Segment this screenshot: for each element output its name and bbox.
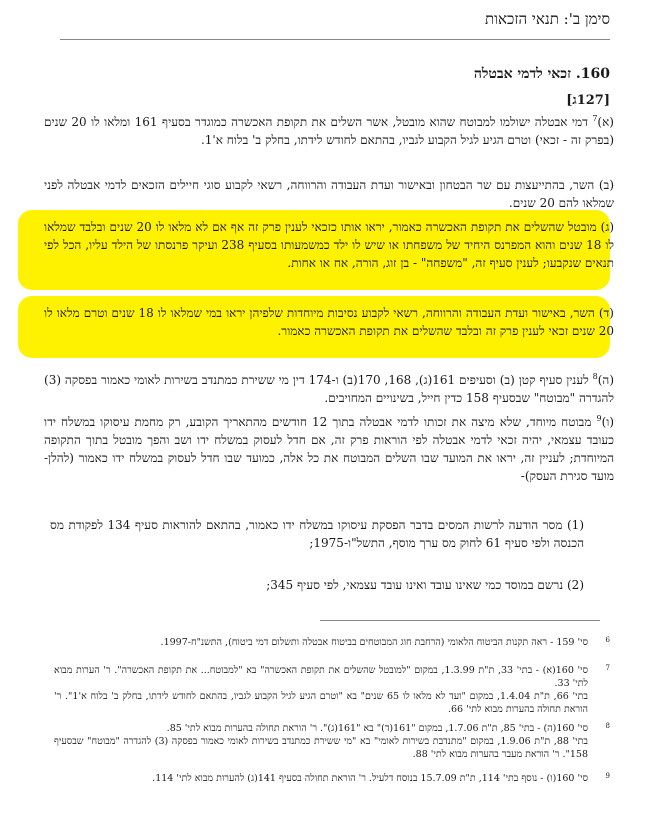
footnote-7: סי' 160(א) - בתי' 33, ת"ת 1.3.99, במקום "למובטל שהשלים את תקופת האכשרה" בא "למבוטח... את תקופת האכשרה". ר' הערות מבוא לתי' 33. בתי' 66, ת"ת 1.4.04, במקום "ועד לא מלאו לו 65 שנים" בא "וטרם הגיע לגיל הקבוע לגביו, בהתאם לחודש לידתו, בחלק ב' בלוח א'1". ר' הוראת תחולה בהערות מבוא לתי' 66. xyxy=(54,665,589,715)
footnote-6: סי' 159 - ראה תקנות הביטוח הלאומי (הרחבת חוג המבוטחים בביטוח אבטלה ותשלום דמי ביטוח), התשנ"ח-1997. xyxy=(160,637,588,648)
footnote-number: 7 xyxy=(605,664,610,672)
footnote-number: 9 xyxy=(605,772,610,780)
paragraph-f-lead: (ו) xyxy=(601,415,615,429)
footnote-ref-7: 7 xyxy=(592,114,598,123)
section-title: 160. זכאי לדמי אבטלה xyxy=(473,66,610,82)
paragraph-e-lead: (ה) xyxy=(597,373,614,387)
footnote-ref-9: 9 xyxy=(596,414,602,423)
footnote-number: 8 xyxy=(605,722,610,730)
chapter-header: סימן ב': תנאי הזכאות xyxy=(485,10,610,28)
paragraph-c: (ג) מובטל שהשלים את תקופת האכשרה כאמור, יראו אותו כזכאי לענין פרק זה אף אם לא מלאו לו 20 שנים ובלבד שמלאו לו 18 שנים והוא המפרנס היחיד של משפחתו או שיש לו ילד כמשמעותו בסעיף 238 ועיקר פרנסתו של הילד עליו, הכל לפי תנאים שנקבעו; לענין סעיף זה, "משפחה" - בן זוג, הורה, אח או אחות. xyxy=(44,220,614,270)
paragraph-e xyxy=(44,368,614,407)
paragraph-b: (ב) השר, בהתייעצות עם שר הבטחון ובאישור ועדת העבודה והרווחה, רשאי לקבוע סוגי חיילים הזכאים לדמי אבטלה לפני שמלאו להם 20 שנים. xyxy=(44,178,614,210)
paragraph-f xyxy=(44,410,614,485)
footnote-8: סי' 160(ה) - בתי' 85, ת"ת 1.7.06, במקום "161(ד)" בא "161(ג)". ר' הוראת תחולה בהערות מבוא לתי' 85. בתי' 88, ת"ת 1.9.06, במקום "מתנדבת בשירות לאומי" בא "מי ששירת כמתנדב בשירות לאומי כאמור בפסקה (3) להגדרה "מבוטח" שבסעיף 158". ר' הוראת מעבר בהערות מבוא לתי' 88. xyxy=(54,723,588,760)
header-rule xyxy=(60,39,610,40)
section-reference: [127ג] xyxy=(566,93,610,108)
paragraph-a-lead: (א) xyxy=(597,115,614,129)
footnote-9: סי' 160(ו) - נוסף בתי' 114, ת"ת 15.7.09 בנוסח דלעיל. ר' הוראת תחולה בסעיף 141(ג) להערות מבוא לתי' 114. xyxy=(152,773,588,784)
paragraph-a xyxy=(44,110,614,149)
clause-f2: (2) נרשם במוסד כמי שאינו עובד ואינו עובד עצמאי, לפי סעיף 345; xyxy=(266,578,584,592)
footnote-rule xyxy=(320,620,600,621)
paragraph-f-body: מבוטח מיוחד, שלא מיצה את זכותו לדמי אבטלה בתוך 12 חודשים מהתאריך הקובע, רק מחמת עיסוקו במשלח ידו כעובד עצמאי, יהיה זכאי לדמי אבטלה לפי הוראות פרק זה, אם חדל לעסוק במשלח ידו ושב והפך מובטל בתוך התקופה המיוחדת; לעניין זה, יראו את המועד שבו השלים המבוטח את כל אלה, כמועד שבו חדל לעסוק במשלח ידו כאמור (להלן- מועד סגירת העסק)- xyxy=(44,415,614,483)
footnote-ref-8: 8 xyxy=(592,372,598,381)
paragraph-d: (ד) השר, באישור ועדת העבודה והרווחה, רשאי לקבוע נסיבות מיוחדות שלפיהן יראו במי שמלאו לו 18 שנים וטרם מלאו לו 20 שנים זכאי לענין פרק זה ובלבד שהשלים את תקופת האכשרה כאמור. xyxy=(44,306,614,338)
footnote-number: 6 xyxy=(605,636,610,644)
paragraph-a-body: דמי אבטלה ישולמו למבוטח שהוא מובטל, אשר השלים את תקופת האכשרה כמוגדר בסעיף 161 ומלאו לו 20 שנים (בפרק זה - זכאי) וטרם הגיע לגיל הקבוע לגביו, בהתאם לחודש לידתו, בחלק ב' בלוח א'1. xyxy=(44,115,614,147)
clause-f1: (1) מסר הודעה לרשות המסים בדבר הפסקת עיסוקו במשלח ידו כאמור, בהתאם להוראות סעיף 134 לפקודת מס הכנסה ולפי סעיף 61 לחוק מס ערך מוסף, התשל"ו-1975; xyxy=(50,518,584,550)
paragraph-e-body: לענין סעיף קטן (ב) וסעיפים 161(ג), 168, 170(ב) ו-174 דין מי ששירת כמתנדב בשירות לאומי כאמור בפסקה (3) להגדרה "מבוטח" שבסעיף 158 כדין חייל, בשינויים המחויבים. xyxy=(44,373,614,405)
